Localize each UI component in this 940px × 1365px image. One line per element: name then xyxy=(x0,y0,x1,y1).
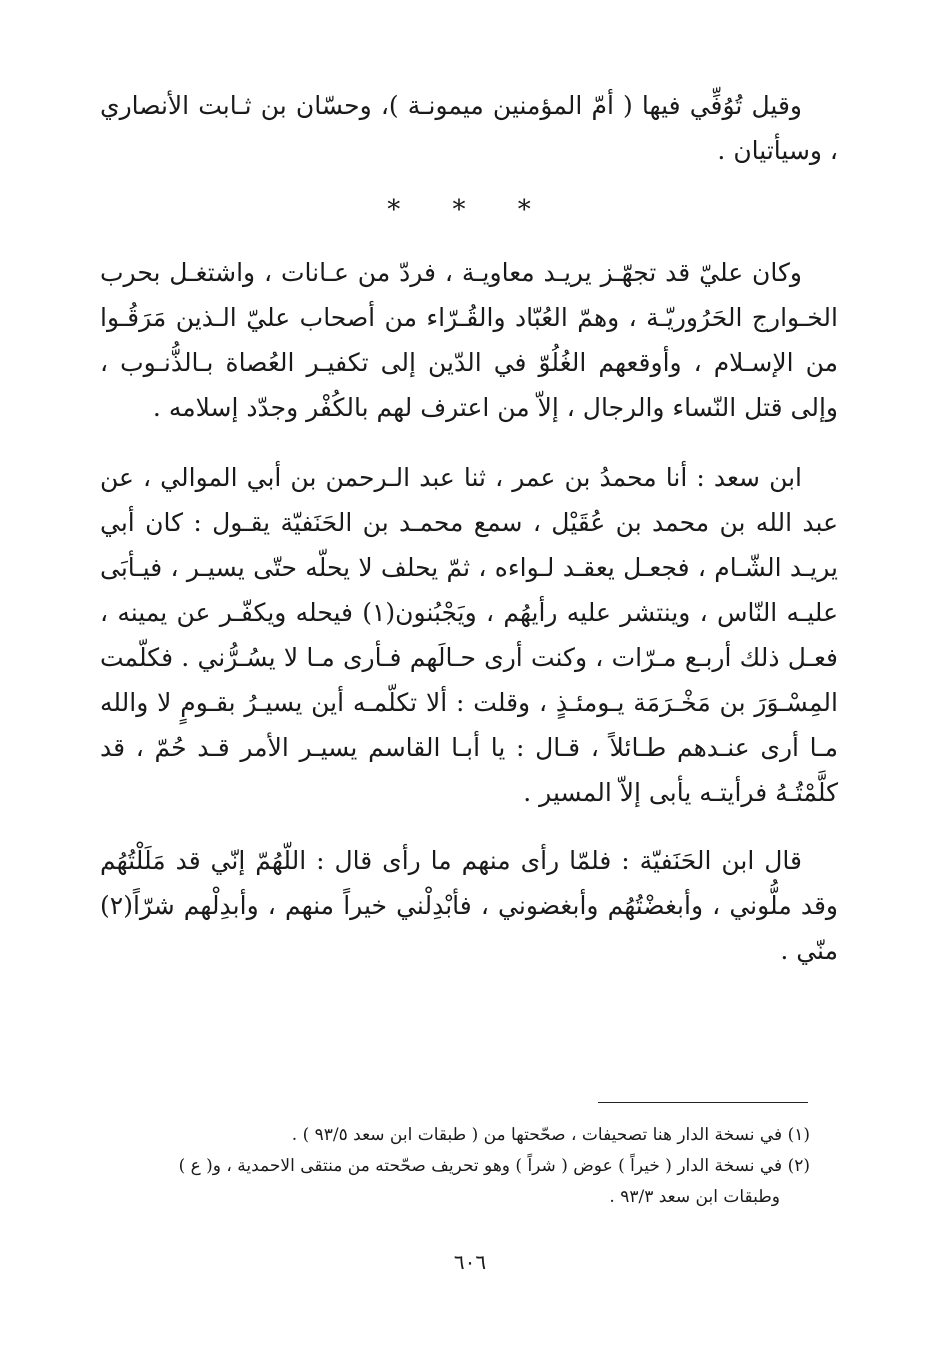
paragraph-4 xyxy=(100,838,838,973)
section-separator: * * * xyxy=(387,195,553,225)
footnotes xyxy=(160,1120,810,1213)
paragraph-3-text: ابن سعد : أنا محمدُ بن عمر ، ثنا عبد الـرحمن بن أبي الموالي ، عن عبد الله بن محمد بن عُقَيْل ، سمع محمـد بن الحَنَفيّة يقـول : كان أبي يريـد الشّـام ، فجعـل يعقـد لـواءه ، ثمّ يحلف لا يحلّه حتّى يسيـر ، فيـأبَى عليـه النّاس ، وينتشر عليه رأيهُم ، ويَجْبُنون(١) فيحله ويكفّـر عن يمينه ، فعـل ذلك أربـع مـرّات ، وكنت أرى حـالَهم فـأرى مـا لا يسُـرُّني . فكلّمت المِسْـوَرَ بن مَخْـرَمَة يـومئـذٍ ، وقلت : ألا تكلّمـه أين يسيـرُ بقـومٍ لا والله مـا أرى عنـدهم طـائلاً ، قـال : يا أبـا القاسم يسيـر الأمر قـد حُمّ ، قد كلَّمْتُـهُ فرأيتـه يأبى إلاّ المسير . xyxy=(100,463,838,807)
footnote-divider xyxy=(598,1102,808,1103)
paragraph-3 xyxy=(100,455,838,815)
paragraph-2-text: وكان عليّ قد تجهّـز يريـد معاويـة ، فردّ من عـانات ، واشتغـل بحرب الخـوارج الحَرُوريّـة ، وهمّ العُبّاد والقُـرّاء من أصحاب عليّ الـذين مَرَقُـوا من الإسـلام ، وأوقعهم الغُلُوّ في الدّين إلى تكفيـر العُصاة بـالذُّنـوب ، وإلى قتل النّساء والرجال ، إلاّ من اعترف لهم بالكُفْر وجدّد إسلامه . xyxy=(100,258,838,422)
paragraph-1-text: وقيل تُوُفِّي فيها ( أمّ المؤمنين ميمونـة )، وحسّان بن ثـابت الأنصاري ، وسيأتيان . xyxy=(100,91,838,165)
paragraph-4-text: قال ابن الحَنَفيّة : فلمّا رأى منهم ما رأى قال : اللّهُمّ إنّي قد مَلَلْتُهُم وقد ملُّوني ، وأبغضْتُهُم وأبغضوني ، فأبْدِلْني خيراً منهم ، وأبدِلْهم شرّاً(٢) منّي . xyxy=(100,846,838,965)
paragraph-1 xyxy=(100,83,838,173)
footnote-2-line-2: وطبقات ابن سعد ٩٣/٣ . xyxy=(609,1187,780,1207)
page-number: ٦٠٦ xyxy=(453,1250,487,1274)
paragraph-2 xyxy=(100,250,838,430)
footnote-1: (١) في نسخة الدار هنا تصحيفات ، صحّحتها من ( طبقات ابن سعد ٩٣/٥ ) . xyxy=(291,1125,810,1145)
footnote-2-line-1: (٢) في نسخة الدار ( خيراً ) عوض ( شراً ) وهو تحريف صحّحته من منتقى الاحمدية ، و( ع ) xyxy=(178,1156,810,1176)
